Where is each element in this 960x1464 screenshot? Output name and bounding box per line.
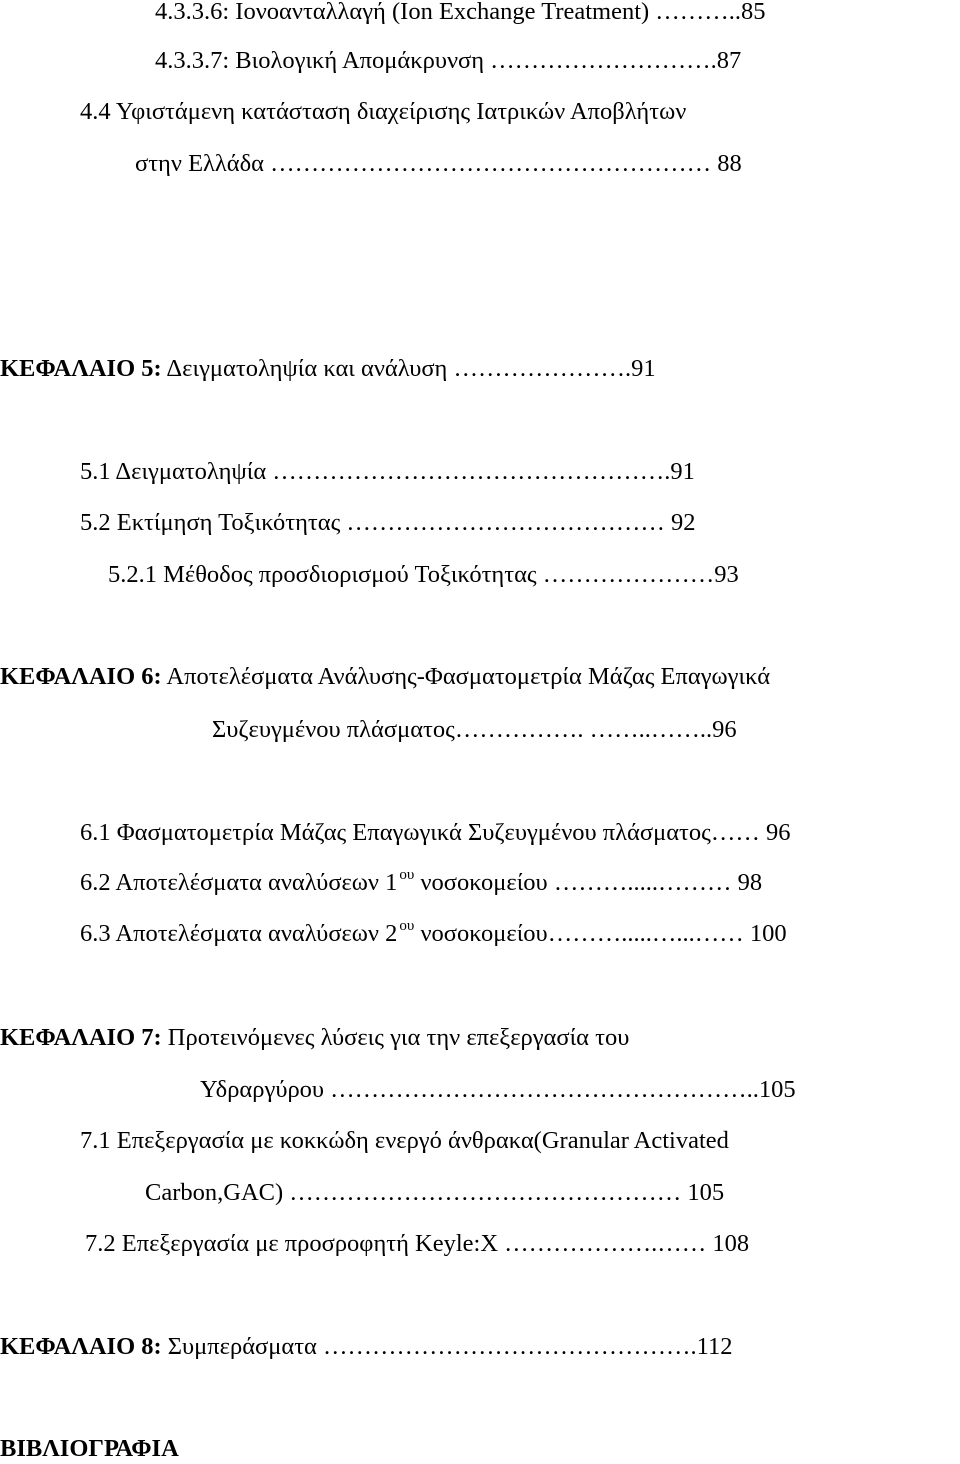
toc-chapter-6 [0, 662, 770, 692]
entry-6-3-rest: νοσοκομείου……….....…...…… 100 [414, 920, 787, 947]
toc-entry-4-3-3-6: 4.3.3.6: Ιονοανταλλαγή (Ion Exchange Treatment) ………..85 [155, 0, 766, 25]
toc-entry-5-2-1: 5.2.1 Μέθοδος προσδιορισμού Τοξικότητας …………………93 [108, 561, 739, 588]
toc-entry-4-3-3-7: 4.3.3.7: Βιολογική Απομάκρυνση ……………………….87 [155, 47, 742, 74]
toc-entry-7-1: 7.1 Επεξεργασία με κοκκώδη ενεργό άνθρακα(Granular Activated [80, 1127, 729, 1154]
chapter-8-label: ΚΕΦΑΛΑΙΟ 8: [0, 1333, 162, 1360]
toc-entry-7-2: 7.2 Επεξεργασία με προσροφητή Keyle:X ……………….…… 108 [85, 1230, 750, 1257]
toc-entry-5-2: 5.2 Εκτίμηση Τοξικότητας ………………………………… 92 [80, 509, 696, 536]
toc-entry-5-1: 5.1 Δειγματοληψία ………………………………………….91 [80, 458, 695, 485]
toc-entry-4-4-cont: στην Ελλάδα ……………………………………………… 88 [135, 150, 742, 177]
chapter-7-label: ΚΕΦΑΛΑΙΟ 7: [0, 1024, 162, 1051]
toc-bibliography: ΒΙΒΛΙΟΓΡΑΦΙΑ [0, 1435, 179, 1462]
chapter-6-label: ΚΕΦΑΛΑΙΟ 6: [0, 663, 162, 690]
entry-6-2-sup: ου [399, 867, 415, 883]
chapter-7-title: Προτεινόμενες λύσεις για την επεξεργασία του [161, 1024, 630, 1051]
chapter-5-label: ΚΕΦΑΛΑΙΟ 5: [0, 355, 162, 382]
toc-chapter-7 [0, 1023, 629, 1053]
toc-entry-4-4: 4.4 Υφιστάμενη κατάσταση διαχείρισης Ιατρικών Αποβλήτων [80, 98, 687, 125]
toc-chapter-8 [0, 1332, 732, 1362]
toc-chapter-7-cont: Υδραργύρου ……………………………………………..105 [200, 1076, 796, 1103]
entry-6-3-text: 6.3 Αποτελέσματα αναλύσεων 2 [80, 920, 398, 947]
toc-entry-6-3 [80, 919, 787, 952]
toc-chapter-6-cont: Συζευγμένου πλάσματος……………. ……..……..96 [212, 716, 737, 743]
toc-entry-6-2 [80, 868, 762, 901]
toc-chapter-5 [0, 354, 656, 384]
entry-6-3-sup: ου [399, 918, 415, 934]
entry-6-2-text: 6.2 Αποτελέσματα αναλύσεων 1 [80, 869, 398, 896]
entry-6-2-rest: νοσοκομείου ……….....……… 98 [414, 869, 763, 896]
toc-entry-7-1-cont: Carbon,GAC) ………………………………………… 105 [145, 1179, 725, 1206]
chapter-5-title: Δειγματοληψία και ανάλυση ………………….91 [161, 355, 656, 382]
chapter-6-title: Αποτελέσματα Ανάλυσης-Φασματομετρία Μάζας Επαγωγικά [161, 663, 771, 690]
toc-entry-6-1: 6.1 Φασματομετρία Μάζας Επαγωγικά Συζευγμένου πλάσματος…… 96 [80, 819, 791, 846]
chapter-8-title: Συμπεράσματα ……………………………………….112 [161, 1333, 733, 1360]
